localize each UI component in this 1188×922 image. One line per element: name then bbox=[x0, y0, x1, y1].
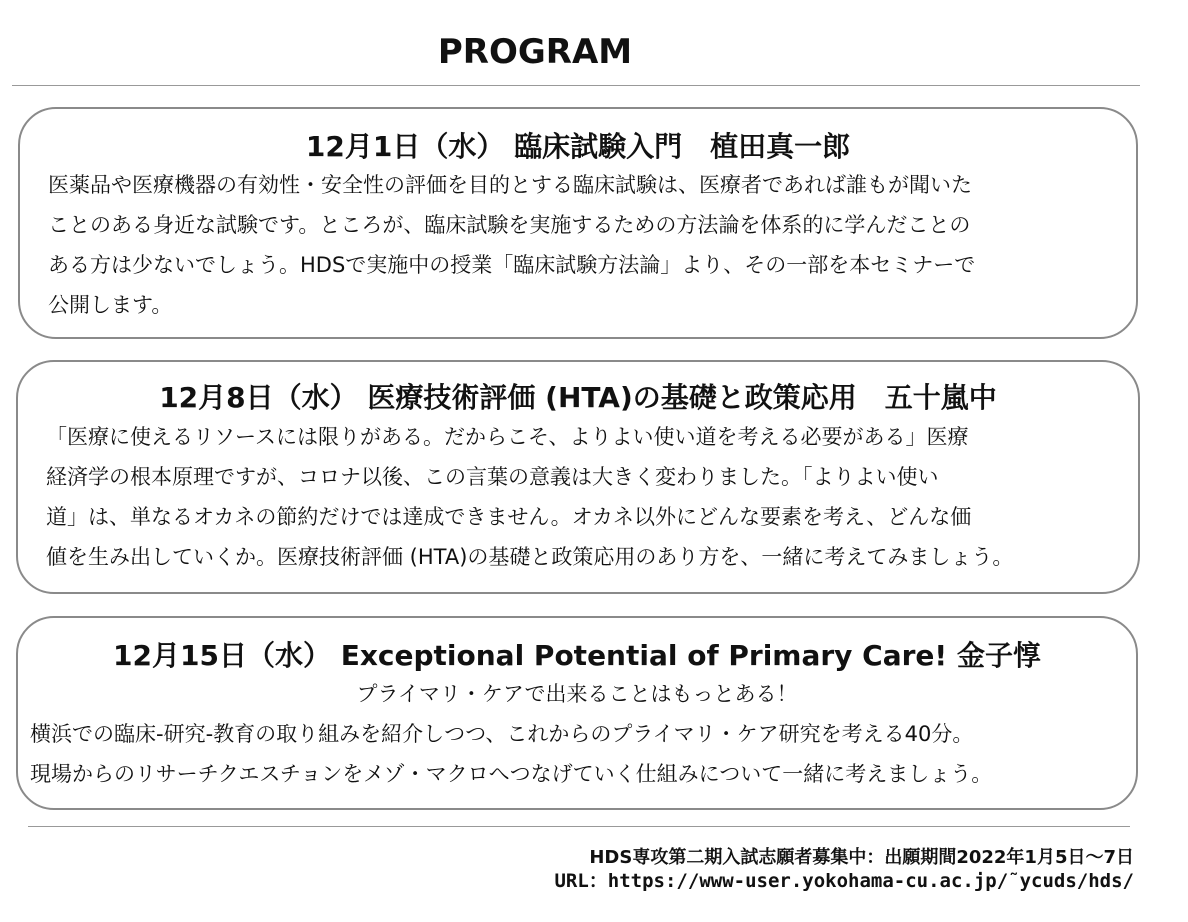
description-line: 道」は、単なるオカネの節約だけでは達成できません。オカネ以外にどんな要素を考え、どんな価 bbox=[46, 505, 972, 529]
session-description bbox=[46, 417, 1013, 577]
session-description bbox=[48, 165, 975, 325]
session-description bbox=[30, 714, 992, 794]
session-title: 12月8日（水） 医療技術評価 (HTA)の基礎と政策応用 五十嵐中 bbox=[159, 381, 997, 414]
description-line: 「医療に使えるリソースには限りがある。だからこそ、よりよい使い道を考える必要がある」医療 bbox=[46, 425, 969, 449]
description-line: 横浜での臨床-研究-教育の取り組みを紹介しつつ、これからのプライマリ・ケア研究を考える40分。 bbox=[30, 722, 974, 746]
description-line: ある方は少ないでしょう。HDSで実施中の授業「臨床試験方法論」より、その一部を本セミナーで bbox=[48, 253, 976, 277]
description-line: 値を生み出していくか。医療技術評価 (HTA)の基礎と政策応用のあり方を、一緒に考えてみましょう。 bbox=[46, 545, 1014, 569]
recruitment-notice: HDS専攻第二期入試志願者募集中：出願期間2022年1月5日〜7日 bbox=[589, 847, 1134, 868]
session-card-dec-1 bbox=[18, 107, 1138, 339]
description-line: 公開します。 bbox=[48, 293, 173, 317]
session-title: 12月1日（水） 臨床試験入門 植田真一郎 bbox=[305, 130, 851, 163]
session-card-dec-8 bbox=[16, 360, 1140, 594]
description-line: 医薬品や医療機器の有効性・安全性の評価を目的とする臨床試験は、医療者であれば誰もが聞いた bbox=[48, 173, 972, 197]
description-line: 経済学の根本原理ですが、コロナ以後、この言葉の意義は大きく変わりました。「よりよい使い bbox=[46, 465, 939, 489]
website-url[interactable]: URL：https://www-user.yokohama-cu.ac.jp/˜ycuds/hds/ bbox=[554, 870, 1134, 892]
page-title: PROGRAM bbox=[437, 32, 633, 72]
session-card-dec-15 bbox=[16, 616, 1138, 810]
top-divider bbox=[12, 85, 1140, 86]
description-line: 現場からのリサーチクエスチョンをメゾ・マクロへつなげていく仕組みについて一緒に考えましょう。 bbox=[30, 762, 993, 786]
session-title: 12月15日（水） Exceptional Potential of Primary Care! 金子惇 bbox=[113, 639, 1041, 672]
bottom-divider bbox=[28, 826, 1130, 827]
description-line: ことのある身近な試験です。ところが、臨床試験を実施するための方法論を体系的に学んだことの bbox=[48, 213, 971, 237]
session-subtitle: プライマリ・ケアで出来ることはもっとある！ bbox=[356, 682, 798, 706]
